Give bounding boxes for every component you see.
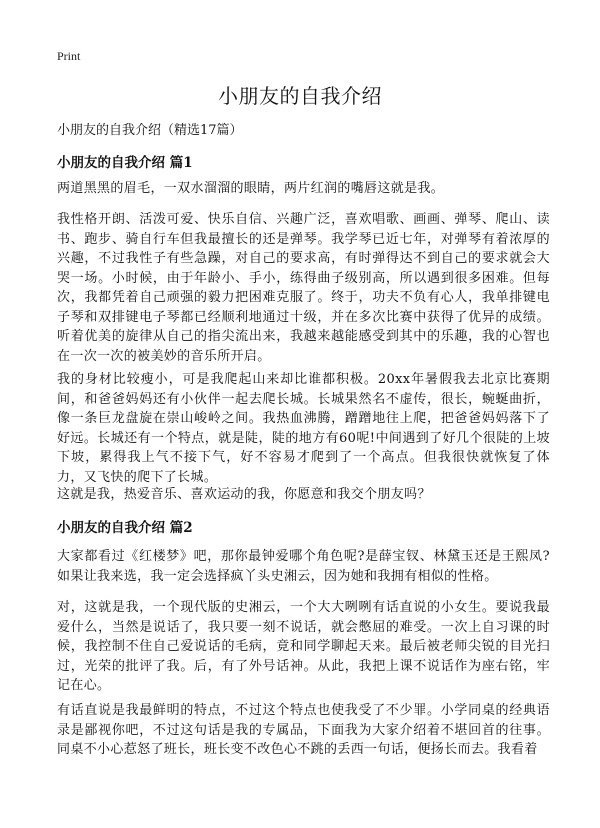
document-title: 小朋友的自我介绍 [218, 84, 382, 108]
section-1-paragraph-4: 这就是我，热爱音乐、喜欢运动的我，你愿意和我交个朋友吗？ [57, 487, 431, 502]
section-heading-2: 小朋友的自我介绍 篇2 [57, 520, 193, 536]
section-heading-1: 小朋友的自我介绍 篇1 [57, 155, 193, 171]
section-1-paragraph-3: 我的身材比较瘦小，可是我爬起山来却比谁都积极。20xx年暑假我去北京比赛期间，和爸爸妈妈还有小伙伴一起去爬长城。长城果然名不虚传，很长，蜿蜒曲折，像一条巨龙盘旋在崇山峻岭之间。我热血沸腾，蹭蹭地往上爬，把爸爸妈妈落下了好远。长城还有一个特点，就是陡，陡的地方有60呢!中间遇到了好几个很陡的上坡下坡，累得我上气不接下气，好不容易才爬到了一个高点。但我很快就恢复了体力，又飞快的爬下了长城。 [57, 372, 550, 485]
section-1-paragraph-1: 两道黑黑的眉毛，一双水溜溜的眼睛，两片红润的嘴唇这就是我。 [57, 181, 445, 196]
print-label[interactable]: Print [57, 49, 81, 63]
section-1-paragraph-2: 我性格开朗、活泼可爱、快乐自信、兴趣广泛，喜欢唱歌、画画、弹琴、爬山、读书、跑步、骑自行车但我最擅长的还是弹琴。我学琴已近七年，对弹琴有着浓厚的兴趣，不过我性子有些急躁，对自己的要求高，有时弹得达不到自己的要求就会大哭一场。小时候，由于年龄小、手小，练得曲子级别高，所以遇到很多困难。但每次，我都凭着自己顽强的毅力把困难克服了。终于，功夫不负有心人，我单排键电子琴和双排键电子琴都已经顺利地通过十级，并在多次比赛中获得了优异的成绩。听着优美的旋律从自己的指尖流出来，我越来越能感受到其中的乐趣，我的心智也在一次一次的被美妙的音乐所开启。 [57, 212, 550, 364]
section-2-paragraph-1: 大家都看过《红楼梦》吧，那你最钟爱哪个角色呢?是薛宝钗、林黛玉还是王熙凤?如果让我来选，我一定会选择疯丫头史湘云，因为她和我拥有相似的性格。 [57, 549, 550, 584]
section-2-paragraph-2: 对，这就是我，一个现代版的史湘云，一个大大咧咧有话直说的小女生。要说我最爱什么，当然是说话了，我只要一刻不说话，就会憋屈的难受。一次上自习课的时候，我控制不住自己爱说话的毛病，竟和同学聊起天来。最后被老师尖锐的目光扫过，光荣的批评了我。后，有了外号话神。从此，我把上课不说话作为座右铭，牢记在心。 [57, 600, 550, 693]
section-2-paragraph-3: 有话直说是我最鲜明的特点，不过这个特点也使我受了不少罪。小学同桌的经典语录是鄙视你吧，不过这句话是我的专属品，下面我为大家介绍着不堪回首的往事。同桌不小心惹怒了班长，班长变不改色心不跳的丢西一句话，便扬长而去。我看着 [57, 703, 550, 757]
document-subtitle: 小朋友的自我介绍（精选17篇） [57, 123, 243, 138]
